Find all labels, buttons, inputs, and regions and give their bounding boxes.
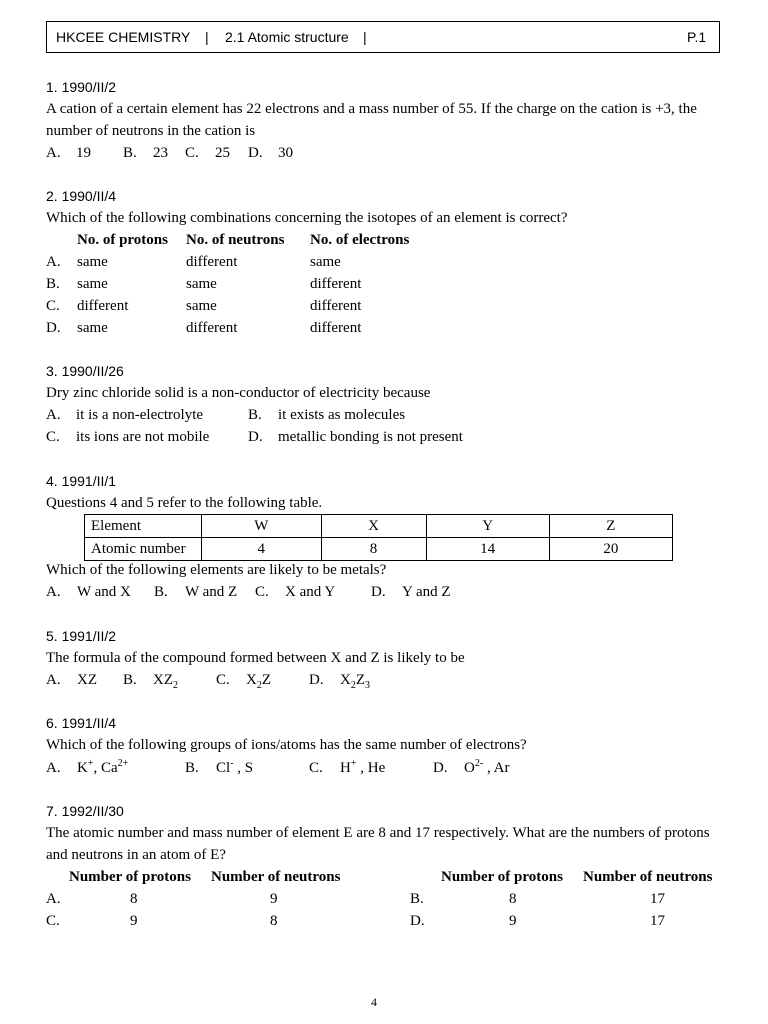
cell-electrons: different <box>310 276 362 292</box>
question-stem: A cation of a certain element has 22 electrons and a mass number of 55. If the charge on the cation is +3, the <box>46 101 697 117</box>
header-separator: | <box>205 29 209 45</box>
option-formula: $XZ_2$ <box>153 672 178 691</box>
table-cell: 8 <box>321 538 426 561</box>
option-letter: C. <box>216 672 230 688</box>
option-text: its ions are not mobile <box>76 429 210 445</box>
option-letter: D. <box>309 672 324 688</box>
cell-neutrons: 9 <box>270 891 278 907</box>
table-cell: 14 <box>426 538 549 561</box>
option-text: it exists as molecules <box>278 407 406 423</box>
column-header: No. of neutrons <box>186 232 285 248</box>
cell-electrons: different <box>310 320 362 336</box>
option-letter: C. <box>185 145 199 161</box>
option-letter: D. <box>410 913 425 929</box>
option-letter: C. <box>46 913 60 929</box>
column-header: No. of electrons <box>310 232 410 248</box>
cell-protons: 8 <box>509 891 517 907</box>
table-cell: X <box>321 515 426 538</box>
option-letter: C. <box>46 298 60 314</box>
option-text: X and Y <box>285 584 336 600</box>
cell-protons: same <box>77 320 108 336</box>
table-row <box>85 538 673 561</box>
question-stem: Which of the following groups of ions/atoms has the same number of electrons? <box>46 737 527 753</box>
option-text: it is a non-electrolyte <box>76 407 204 423</box>
cell-neutrons: 17 <box>650 891 665 907</box>
column-header: No. of protons <box>77 232 168 248</box>
column-header: Number of protons <box>441 869 563 885</box>
table-cell: W <box>202 515 322 538</box>
column-header: Number of protons <box>69 869 191 885</box>
question-title: 2. 1990/II/4 <box>46 188 117 204</box>
option-letter: A. <box>46 672 61 688</box>
option-text: 30 <box>278 145 293 161</box>
cell-protons: same <box>77 276 108 292</box>
cell-neutrons: 8 <box>270 913 278 929</box>
option-text: Y and Z <box>402 584 451 600</box>
option-letter: B. <box>185 760 199 776</box>
cell-neutrons: same <box>186 276 217 292</box>
cell-neutrons: same <box>186 298 217 314</box>
question-intro: Questions 4 and 5 refer to the following table. <box>46 495 323 511</box>
question-stem: The atomic number and mass number of element E are 8 and 17 respectively. What are the numbers of protons <box>46 825 710 841</box>
cell-neutrons: 17 <box>650 913 665 929</box>
option-letter: A. <box>46 254 61 270</box>
question-stem: and neutrons in an atom of E? <box>46 847 226 863</box>
option-species: Cl- , S <box>216 758 254 776</box>
question-stem: Dry zinc chloride solid is a non-conductor of electricity because <box>46 385 431 401</box>
question-title: 7. 1992/II/30 <box>46 803 124 819</box>
header-subject: HKCEE CHEMISTRY <box>56 29 191 45</box>
table-cell: Element <box>85 515 202 538</box>
table-cell: Z <box>549 515 672 538</box>
table-cell: Y <box>426 515 549 538</box>
option-text: 25 <box>215 145 230 161</box>
option-letter: B. <box>410 891 424 907</box>
question-stem: The formula of the compound formed between X and Z is likely to be <box>46 650 465 666</box>
cell-neutrons: different <box>186 320 238 336</box>
option-letter: B. <box>248 407 262 423</box>
option-letter: A. <box>46 760 61 776</box>
cell-protons: same <box>77 254 108 270</box>
option-letter: A. <box>46 407 61 423</box>
option-letter: D. <box>371 584 386 600</box>
table-cell: 20 <box>549 538 672 561</box>
question-title: 1. 1990/II/2 <box>46 79 117 95</box>
option-species: $O^{2-}$ , Ar <box>464 758 510 776</box>
table-cell: Atomic number <box>85 538 202 561</box>
option-formula: XZ <box>77 672 97 688</box>
option-letter: D. <box>248 429 263 445</box>
option-formula: $X_2Z$ <box>246 672 272 691</box>
cell-protons: 9 <box>130 913 138 929</box>
page-number: 4 <box>371 995 377 1009</box>
cell-electrons: different <box>310 298 362 314</box>
question-title: 5. 1991/II/2 <box>46 628 117 644</box>
header-separator: | <box>363 29 367 45</box>
option-text: W and X <box>77 584 131 600</box>
option-formula: $X_2Z_3$ <box>340 672 371 691</box>
option-text: metallic bonding is not present <box>278 429 463 445</box>
question-stem: Which of the following combinations concerning the isotopes of an element is correct? <box>46 210 568 226</box>
column-header: Number of neutrons <box>211 869 341 885</box>
element-table <box>84 514 673 561</box>
option-letter: A. <box>46 145 61 161</box>
option-species: K+, $Ca^{2+}$ <box>77 758 129 776</box>
option-letter: D. <box>433 760 448 776</box>
option-letter: C. <box>46 429 60 445</box>
header-page: P.1 <box>687 29 707 45</box>
question-title: 4. 1991/II/1 <box>46 473 117 489</box>
option-text: W and Z <box>185 584 238 600</box>
option-letter: B. <box>123 145 137 161</box>
option-text: 19 <box>76 145 91 161</box>
option-letter: A. <box>46 891 61 907</box>
question-title: 6. 1991/II/4 <box>46 715 117 731</box>
question-stem: Which of the following elements are likely to be metals? <box>46 562 387 578</box>
question-title: 3. 1990/II/26 <box>46 363 124 379</box>
option-letter: B. <box>123 672 137 688</box>
option-letter: B. <box>154 584 168 600</box>
option-letter: B. <box>46 276 60 292</box>
option-letter: D. <box>248 145 263 161</box>
cell-electrons: same <box>310 254 341 270</box>
option-letter: C. <box>255 584 269 600</box>
cell-protons: different <box>77 298 129 314</box>
option-letter: A. <box>46 584 61 600</box>
question-stem: number of neutrons in the cation is <box>46 123 256 139</box>
option-letter: C. <box>309 760 323 776</box>
table-row <box>85 515 673 538</box>
option-letter: D. <box>46 320 61 336</box>
cell-neutrons: different <box>186 254 238 270</box>
cell-protons: 9 <box>509 913 517 929</box>
column-header: Number of neutrons <box>583 869 713 885</box>
option-text: 23 <box>153 145 168 161</box>
option-species: H+ , He <box>340 758 386 776</box>
header-topic: 2.1 Atomic structure <box>225 29 349 45</box>
table-cell: 4 <box>202 538 322 561</box>
cell-protons: 8 <box>130 891 138 907</box>
